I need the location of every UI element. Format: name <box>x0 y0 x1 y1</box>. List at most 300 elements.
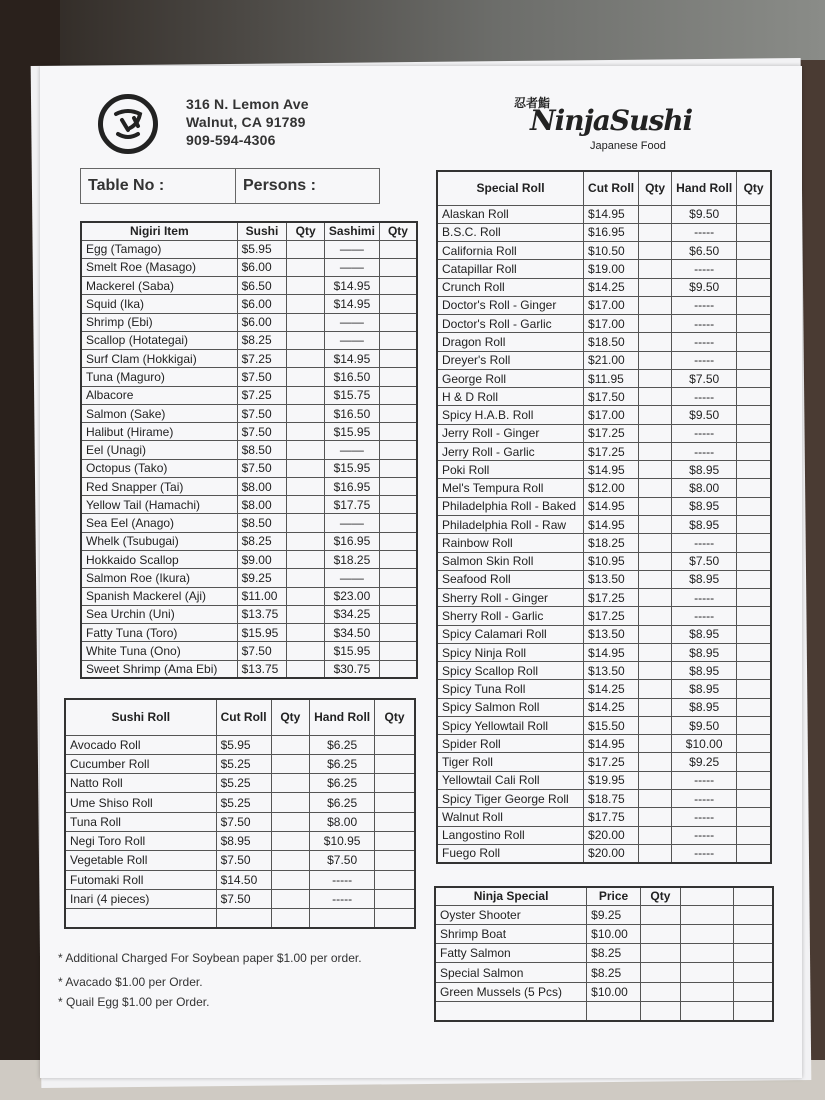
qty-cell[interactable] <box>737 369 771 387</box>
qty-cell[interactable] <box>737 771 771 789</box>
table-number-field[interactable]: Table No : <box>81 169 236 203</box>
qty-cell[interactable] <box>375 754 415 773</box>
qty-cell[interactable] <box>640 905 680 924</box>
item-price: —— <box>324 514 379 532</box>
qty-cell[interactable] <box>737 570 771 588</box>
qty-cell[interactable] <box>287 368 325 386</box>
qty-cell[interactable] <box>639 771 672 789</box>
item-price: ----- <box>672 607 737 625</box>
qty-cell[interactable] <box>640 924 680 943</box>
qty-cell[interactable] <box>287 660 325 678</box>
item-name: B.S.C. Roll <box>437 223 584 241</box>
item-price: $23.00 <box>324 587 379 605</box>
qty-cell[interactable] <box>640 963 680 982</box>
qty-cell[interactable] <box>737 497 771 515</box>
qty-cell[interactable] <box>639 680 672 698</box>
qty-cell[interactable] <box>737 808 771 826</box>
column-header: Qty <box>639 171 672 205</box>
item-price: ----- <box>310 889 375 908</box>
item-name: Spanish Mackerel (Aji) <box>81 587 237 605</box>
qty-cell[interactable] <box>375 831 415 850</box>
qty-cell[interactable] <box>639 735 672 753</box>
item-price: $7.50 <box>237 423 287 441</box>
qty-cell[interactable] <box>639 625 672 643</box>
item-name: Eel (Unagi) <box>81 441 237 459</box>
qty-cell[interactable] <box>379 496 417 514</box>
table-row <box>435 924 773 943</box>
item-name: Salmon (Sake) <box>81 404 237 422</box>
table-row <box>437 424 771 442</box>
qty-cell[interactable] <box>737 589 771 607</box>
qty-cell[interactable] <box>271 870 310 889</box>
item-price: $17.25 <box>584 442 639 460</box>
item-name <box>435 1001 587 1020</box>
item-price: $21.00 <box>584 351 639 369</box>
item-price: ----- <box>672 771 737 789</box>
qty-cell[interactable] <box>375 889 415 908</box>
table-row <box>437 589 771 607</box>
qty-cell[interactable] <box>287 295 325 313</box>
item-price: $14.95 <box>584 735 639 753</box>
qty-cell[interactable] <box>287 350 325 368</box>
qty-cell[interactable] <box>737 735 771 753</box>
ninja-logo-icon <box>98 94 158 154</box>
qty-cell[interactable] <box>639 698 672 716</box>
qty-cell[interactable] <box>379 642 417 660</box>
qty-cell[interactable] <box>639 607 672 625</box>
item-price <box>587 1001 641 1020</box>
qty-cell[interactable] <box>287 605 325 623</box>
qty-cell[interactable] <box>737 552 771 570</box>
item-price: $9.50 <box>672 205 737 223</box>
qty-cell[interactable] <box>379 350 417 368</box>
qty-cell[interactable] <box>737 424 771 442</box>
qty-cell[interactable] <box>639 388 672 406</box>
item-price: $8.50 <box>237 514 287 532</box>
item-price: $8.00 <box>237 477 287 495</box>
qty-cell[interactable] <box>287 277 325 295</box>
item-price: $5.95 <box>237 240 287 258</box>
table-row <box>437 625 771 643</box>
item-price: $17.50 <box>584 388 639 406</box>
item-price: ----- <box>672 260 737 278</box>
table-row <box>437 771 771 789</box>
qty-cell[interactable] <box>639 589 672 607</box>
qty-cell[interactable] <box>734 1001 774 1020</box>
item-name: Jerry Roll - Ginger <box>437 424 584 442</box>
item-price: $14.95 <box>324 295 379 313</box>
qty-cell[interactable] <box>287 642 325 660</box>
item-price: $6.00 <box>237 295 287 313</box>
qty-cell[interactable] <box>737 223 771 241</box>
table-row <box>437 570 771 588</box>
qty-cell[interactable] <box>375 851 415 870</box>
qty-cell[interactable] <box>287 404 325 422</box>
column-header: Special Roll <box>437 171 584 205</box>
qty-cell[interactable] <box>287 258 325 276</box>
item-price: $8.00 <box>310 812 375 831</box>
column-header: Cut Roll <box>216 699 271 735</box>
qty-cell[interactable] <box>737 388 771 406</box>
item-price: $15.95 <box>324 459 379 477</box>
persons-field[interactable]: Persons : <box>243 177 316 194</box>
qty-cell[interactable] <box>639 534 672 552</box>
item-price: $9.25 <box>672 753 737 771</box>
qty-cell[interactable] <box>737 315 771 333</box>
qty-cell[interactable] <box>379 277 417 295</box>
qty-cell[interactable] <box>737 516 771 534</box>
qty-cell[interactable] <box>680 924 733 943</box>
address-line-1: 316 N. Lemon Ave <box>186 96 309 112</box>
qty-cell[interactable] <box>734 905 774 924</box>
qty-cell[interactable] <box>737 826 771 844</box>
qty-cell[interactable] <box>271 812 310 831</box>
table-row <box>437 698 771 716</box>
qty-cell[interactable] <box>379 386 417 404</box>
qty-cell[interactable] <box>287 569 325 587</box>
qty-cell[interactable] <box>379 514 417 532</box>
qty-cell[interactable] <box>639 406 672 424</box>
qty-cell[interactable] <box>271 831 310 850</box>
qty-cell[interactable] <box>639 315 672 333</box>
table-row <box>437 479 771 497</box>
qty-cell[interactable] <box>271 793 310 812</box>
item-price: $34.25 <box>324 605 379 623</box>
sushi-roll-table <box>64 698 416 929</box>
item-price: $15.95 <box>237 624 287 642</box>
qty-cell[interactable] <box>375 735 415 754</box>
table-row <box>437 735 771 753</box>
item-price: ----- <box>672 534 737 552</box>
qty-cell[interactable] <box>287 514 325 532</box>
item-name: Mel's Tempura Roll <box>437 479 584 497</box>
item-price: $8.25 <box>237 331 287 349</box>
qty-cell[interactable] <box>639 479 672 497</box>
header-row <box>65 699 415 735</box>
item-name: Whelk (Tsubugai) <box>81 532 237 550</box>
table-row <box>81 532 417 550</box>
item-price: $17.00 <box>584 315 639 333</box>
qty-cell[interactable] <box>639 570 672 588</box>
qty-cell[interactable] <box>287 477 325 495</box>
qty-cell[interactable] <box>680 1001 733 1020</box>
qty-cell[interactable] <box>379 258 417 276</box>
table-row <box>81 459 417 477</box>
item-name: Sea Eel (Anago) <box>81 514 237 532</box>
table-row <box>437 680 771 698</box>
column-header <box>680 887 733 905</box>
item-price: $8.95 <box>672 516 737 534</box>
table-row <box>81 331 417 349</box>
qty-cell[interactable] <box>379 331 417 349</box>
qty-cell[interactable] <box>737 351 771 369</box>
table-row <box>437 826 771 844</box>
table-row <box>81 368 417 386</box>
qty-cell[interactable] <box>639 753 672 771</box>
qty-cell[interactable] <box>271 735 310 754</box>
qty-cell[interactable] <box>375 774 415 793</box>
qty-cell[interactable] <box>639 643 672 661</box>
item-name: Sea Urchin (Uni) <box>81 605 237 623</box>
qty-cell[interactable] <box>287 496 325 514</box>
qty-cell[interactable] <box>379 459 417 477</box>
table-row <box>437 205 771 223</box>
item-name: Poki Roll <box>437 461 584 479</box>
table-row <box>437 315 771 333</box>
item-price: $10.50 <box>584 242 639 260</box>
qty-cell[interactable] <box>737 662 771 680</box>
qty-cell[interactable] <box>287 459 325 477</box>
qty-cell[interactable] <box>375 793 415 812</box>
qty-cell[interactable] <box>639 296 672 314</box>
qty-cell[interactable] <box>737 698 771 716</box>
table-row <box>81 295 417 313</box>
qty-cell[interactable] <box>734 963 774 982</box>
qty-cell[interactable] <box>639 351 672 369</box>
item-name: Dreyer's Roll <box>437 351 584 369</box>
item-name: George Roll <box>437 369 584 387</box>
qty-cell[interactable] <box>379 423 417 441</box>
table-row <box>65 793 415 812</box>
table-row <box>81 258 417 276</box>
item-name: Salmon Skin Roll <box>437 552 584 570</box>
qty-cell[interactable] <box>639 826 672 844</box>
qty-cell[interactable] <box>680 905 733 924</box>
table-row <box>81 477 417 495</box>
item-price: $9.50 <box>672 716 737 734</box>
item-name: Cucumber Roll <box>65 754 216 773</box>
item-price: $8.95 <box>672 698 737 716</box>
table-row <box>437 442 771 460</box>
qty-cell[interactable] <box>680 963 733 982</box>
qty-cell[interactable] <box>287 331 325 349</box>
qty-cell[interactable] <box>379 551 417 569</box>
qty-cell[interactable] <box>734 982 774 1001</box>
item-name: Sherry Roll - Garlic <box>437 607 584 625</box>
table-row <box>437 351 771 369</box>
qty-cell[interactable] <box>375 870 415 889</box>
qty-cell[interactable] <box>379 313 417 331</box>
qty-cell[interactable] <box>737 406 771 424</box>
qty-cell[interactable] <box>737 442 771 460</box>
item-name: Spicy Scallop Roll <box>437 662 584 680</box>
table-row <box>65 812 415 831</box>
item-price: $15.95 <box>324 423 379 441</box>
qty-cell[interactable] <box>640 1001 680 1020</box>
item-price: $7.50 <box>216 812 271 831</box>
item-price: —— <box>324 331 379 349</box>
item-name: Sweet Shrimp (Ama Ebi) <box>81 660 237 678</box>
table-row <box>437 552 771 570</box>
item-price: $20.00 <box>584 844 639 862</box>
column-header: Qty <box>379 222 417 240</box>
qty-cell[interactable] <box>737 534 771 552</box>
table-row <box>81 441 417 459</box>
column-header: Sashimi <box>324 222 379 240</box>
item-price: $18.25 <box>584 534 639 552</box>
item-price: $6.25 <box>310 754 375 773</box>
qty-cell[interactable] <box>379 295 417 313</box>
qty-cell[interactable] <box>375 812 415 831</box>
qty-cell[interactable] <box>737 716 771 734</box>
qty-cell[interactable] <box>737 278 771 296</box>
qty-cell[interactable] <box>737 333 771 351</box>
qty-cell[interactable] <box>639 808 672 826</box>
qty-cell[interactable] <box>737 205 771 223</box>
qty-cell[interactable] <box>287 624 325 642</box>
item-price: $34.50 <box>324 624 379 642</box>
table-row <box>81 624 417 642</box>
item-price: $14.95 <box>584 205 639 223</box>
address-line-2: Walnut, CA 91789 <box>186 114 306 130</box>
item-price: $13.50 <box>584 625 639 643</box>
qty-cell[interactable] <box>639 278 672 296</box>
qty-cell[interactable] <box>379 660 417 678</box>
qty-cell[interactable] <box>737 753 771 771</box>
qty-cell[interactable] <box>287 386 325 404</box>
qty-cell[interactable] <box>639 260 672 278</box>
item-price: $10.95 <box>584 552 639 570</box>
qty-cell[interactable] <box>737 296 771 314</box>
table-row <box>437 296 771 314</box>
item-price: $5.25 <box>216 754 271 773</box>
table-row <box>437 260 771 278</box>
qty-cell[interactable] <box>287 423 325 441</box>
table-row <box>81 386 417 404</box>
qty-cell[interactable] <box>379 624 417 642</box>
qty-cell[interactable] <box>379 569 417 587</box>
qty-cell[interactable] <box>680 982 733 1001</box>
qty-cell[interactable] <box>379 404 417 422</box>
qty-cell[interactable] <box>639 442 672 460</box>
qty-cell[interactable] <box>287 587 325 605</box>
item-name: Spicy Tuna Roll <box>437 680 584 698</box>
table-row <box>437 406 771 424</box>
qty-cell[interactable] <box>287 532 325 550</box>
qty-cell[interactable] <box>639 716 672 734</box>
item-price: $14.25 <box>584 680 639 698</box>
qty-cell[interactable] <box>737 844 771 862</box>
item-price: $17.00 <box>584 296 639 314</box>
item-name: Yellow Tail (Hamachi) <box>81 496 237 514</box>
qty-cell[interactable] <box>639 844 672 862</box>
qty-cell[interactable] <box>737 643 771 661</box>
item-name: Spicy Tiger George Roll <box>437 790 584 808</box>
item-price: $18.75 <box>584 790 639 808</box>
item-price: $17.75 <box>584 808 639 826</box>
qty-cell[interactable] <box>639 662 672 680</box>
item-name: Octopus (Tako) <box>81 459 237 477</box>
item-price: ----- <box>310 870 375 889</box>
qty-cell[interactable] <box>737 242 771 260</box>
table-row <box>81 423 417 441</box>
qty-cell[interactable] <box>737 625 771 643</box>
table-row <box>81 404 417 422</box>
qty-cell[interactable] <box>639 223 672 241</box>
qty-cell[interactable] <box>379 477 417 495</box>
qty-cell[interactable] <box>737 607 771 625</box>
table-row <box>437 223 771 241</box>
item-price: $11.00 <box>237 587 287 605</box>
qty-cell[interactable] <box>737 461 771 479</box>
qty-cell[interactable] <box>737 479 771 497</box>
table-row <box>437 242 771 260</box>
qty-cell[interactable] <box>737 790 771 808</box>
qty-cell[interactable] <box>271 889 310 908</box>
qty-cell[interactable] <box>287 240 325 258</box>
qty-cell[interactable] <box>639 242 672 260</box>
qty-cell[interactable] <box>639 552 672 570</box>
qty-cell[interactable] <box>379 441 417 459</box>
item-name: Jerry Roll - Garlic <box>437 442 584 460</box>
qty-cell[interactable] <box>639 424 672 442</box>
qty-cell[interactable] <box>639 516 672 534</box>
qty-cell[interactable] <box>379 532 417 550</box>
item-price: $14.95 <box>584 461 639 479</box>
qty-cell[interactable] <box>639 461 672 479</box>
item-name: Walnut Roll <box>437 808 584 826</box>
qty-cell[interactable] <box>734 924 774 943</box>
table-row <box>437 790 771 808</box>
qty-cell[interactable] <box>639 333 672 351</box>
qty-cell[interactable] <box>737 260 771 278</box>
item-price: $13.75 <box>237 605 287 623</box>
qty-cell[interactable] <box>640 982 680 1001</box>
item-price: ----- <box>672 388 737 406</box>
qty-cell[interactable] <box>271 774 310 793</box>
qty-cell[interactable] <box>271 851 310 870</box>
qty-cell[interactable] <box>680 944 733 963</box>
qty-cell[interactable] <box>287 441 325 459</box>
qty-cell[interactable] <box>639 205 672 223</box>
table-row <box>81 605 417 623</box>
table-row <box>437 844 771 862</box>
qty-cell[interactable] <box>379 240 417 258</box>
qty-cell[interactable] <box>639 369 672 387</box>
item-name: Spicy Calamari Roll <box>437 625 584 643</box>
item-name: Tuna Roll <box>65 812 216 831</box>
item-price: ----- <box>672 442 737 460</box>
qty-cell[interactable] <box>734 944 774 963</box>
qty-cell[interactable] <box>271 754 310 773</box>
qty-cell[interactable] <box>737 680 771 698</box>
item-price: $8.95 <box>672 497 737 515</box>
qty-cell[interactable] <box>271 909 310 928</box>
qty-cell[interactable] <box>287 313 325 331</box>
qty-cell[interactable] <box>379 368 417 386</box>
qty-cell[interactable] <box>287 551 325 569</box>
brand-kanji: 忍者鮨 <box>514 96 551 110</box>
phone-number: 909-594-4306 <box>186 132 276 148</box>
item-price: $9.25 <box>587 905 641 924</box>
qty-cell[interactable] <box>375 909 415 928</box>
table-row <box>81 660 417 678</box>
qty-cell[interactable] <box>640 944 680 963</box>
qty-cell[interactable] <box>379 587 417 605</box>
item-price: ----- <box>672 424 737 442</box>
qty-cell[interactable] <box>639 497 672 515</box>
item-name: Spicy H.A.B. Roll <box>437 406 584 424</box>
table-row <box>437 278 771 296</box>
item-name: Green Mussels (5 Pcs) <box>435 982 587 1001</box>
table-row <box>435 1001 773 1020</box>
item-price: $9.50 <box>672 278 737 296</box>
qty-cell[interactable] <box>379 605 417 623</box>
item-name: Surf Clam (Hokkigai) <box>81 350 237 368</box>
item-price: $18.50 <box>584 333 639 351</box>
qty-cell[interactable] <box>639 790 672 808</box>
item-price: $6.25 <box>310 793 375 812</box>
